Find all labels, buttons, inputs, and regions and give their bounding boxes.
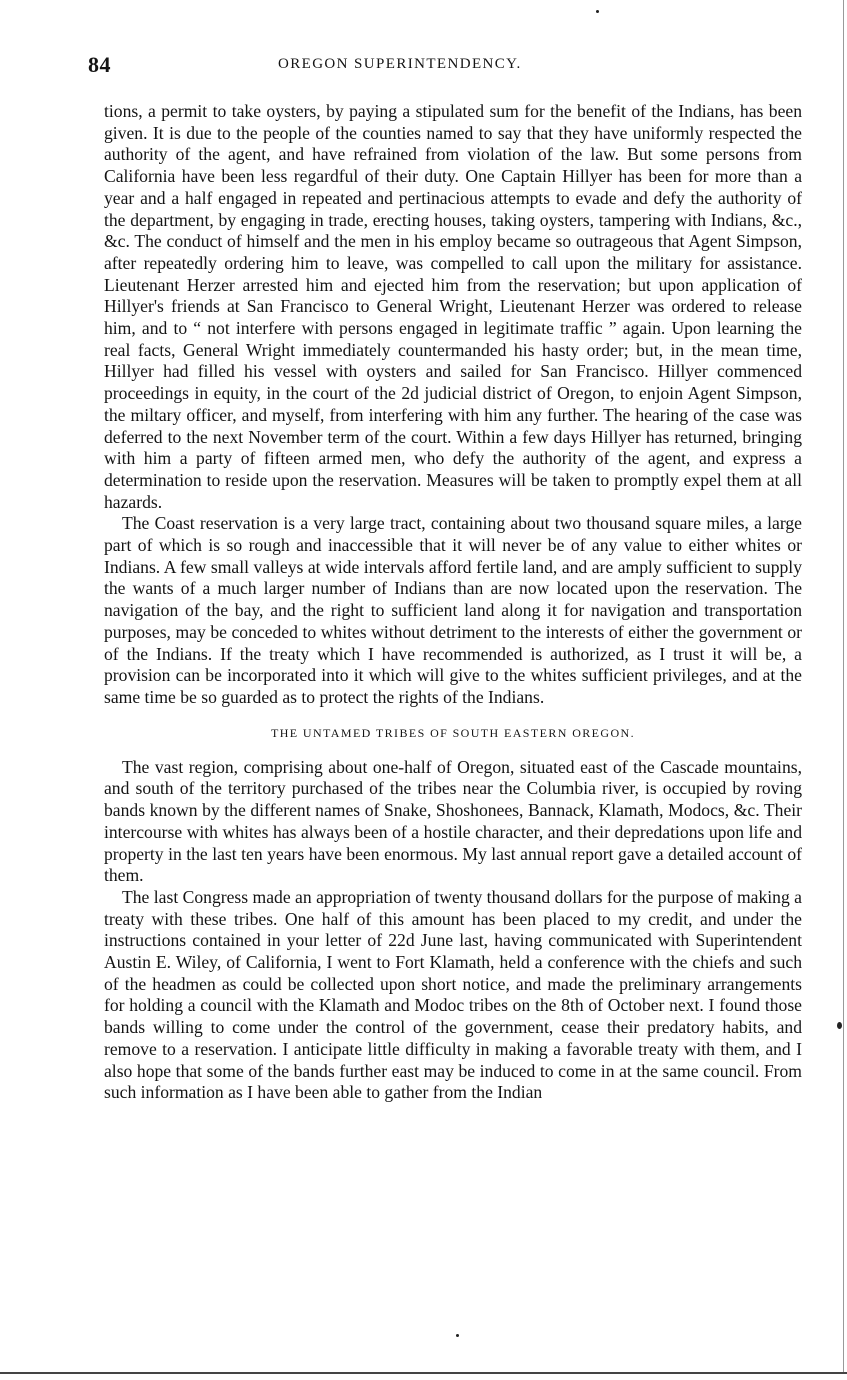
speck-mark (596, 10, 599, 13)
page-number: 84 (88, 52, 111, 77)
paragraph-coast-reservation: The Coast reservation is a very large tract, containing about two thousand square miles, a large part of which is so rough and inaccessible that it will never be of any value to either whites or Indians. A few small valleys at wide intervals afford fertile land, and are amply sufficient to supply the wants of a much larger number of Indians than are now located upon the reservation. The navigation of the bay, and the right to sufficient land along it for navigation and transportation purposes, may be conceded to whites without detriment to the interests of either the government or of the Indians. If the treaty which I have recommended is authorized, as I trust it will be, a provision can be incorporated into it which will give to the whites sufficient privileges, and at the same time be so guarded as to protect the rights of the Indians. (104, 513, 802, 707)
running-head: OREGON SUPERINTENDENCY. (278, 56, 522, 72)
page-edge (843, 0, 844, 1372)
speck-mark (456, 1334, 459, 1337)
paragraph-hillyer: tions, a permit to take oysters, by paying a stipulated sum for the benefit of the Indians, has been given. It is due to the people of the counties named to say that they have uniformly respected the authority of the agent, and have refrained from violation of the law. But some persons from California have been less regardful of their duty. One Captain Hillyer has been for more than a year and a half engaged in repeated and pertinacious attempts to evade and defy the authority of the department, by engaging in trade, erecting houses, taking oysters, tampering with Indians, &c., &c. The conduct of himself and the men in his employ became so outrageous that Agent Simpson, after repeatedly ordering him to leave, was compelled to call upon the military for assistance. Lieutenant Herzer arrested him and ejected him from the reservation; but upon application of Hillyer's friends at San Francisco to General Wright, Lieutenant Herzer was ordered to release him, and to “ not interfere with persons engaged in legitimate traffic ” again. Upon learning the real facts, General Wright immediately countermanded his hasty order; but, in the mean time, Hillyer had filled his vessel with oysters and sailed for San Francisco. Hillyer commenced proceedings in equity, in the court of the 2d judicial district of Oregon, to enjoin Agent Simpson, the miltary officer, and myself, from interfering with him any further. The hearing of the case was deferred to the next November term of the court. Within a few days Hillyer has returned, bringing with him a party of fifteen armed men, who defy the authority of the agent, and express a determination to reside upon the reservation. Measures will be taken to promptly expel them at all hazards. (104, 101, 802, 512)
paragraph-vast-region: The vast region, comprising about one-half of Oregon, situated east of the Cascade mountains, and south of the territory purchased of the tribes near the Columbia river, is occupied by roving bands known by the different names of Snake, Shoshonees, Bannack, Klamath, Modocs, &c. Their intercourse with whites has always been of a hostile character, and their depredations upon life and property in the last ten years have been enormous. My last annual report gave a detailed account of them. (104, 756, 802, 886)
section-heading: THE UNTAMED TRIBES OF SOUTH EASTERN OREGON. (270, 725, 636, 740)
page-header (88, 52, 800, 82)
body-text (104, 101, 802, 1104)
page-bottom-edge (0, 1372, 847, 1374)
paragraph-congress-appropriation: The last Congress made an appropriation of twenty thousand dollars for the purpose of making a treaty with these tribes. One half of this amount has been placed to my credit, and under the instructions contained in your letter of 22d June last, having communicated with Superintendent Austin E. Wiley, of California, I went to Fort Klamath, held a conference with the chiefs and such of the headmen as could be collected upon short notice, and made the preliminary arrangements for holding a council with the Klamath and Modoc tribes on the 8th of October next. I found those bands willing to come under the control of the government, cease their predatory habits, and remove to a reservation. I anticipate little difficulty in making a favorable treaty with them, and I also hope that some of the bands further east may be induced to come in at the same council. From such information as I have been able to gather from the Indian (104, 886, 802, 1103)
margin-mark (837, 1022, 842, 1029)
